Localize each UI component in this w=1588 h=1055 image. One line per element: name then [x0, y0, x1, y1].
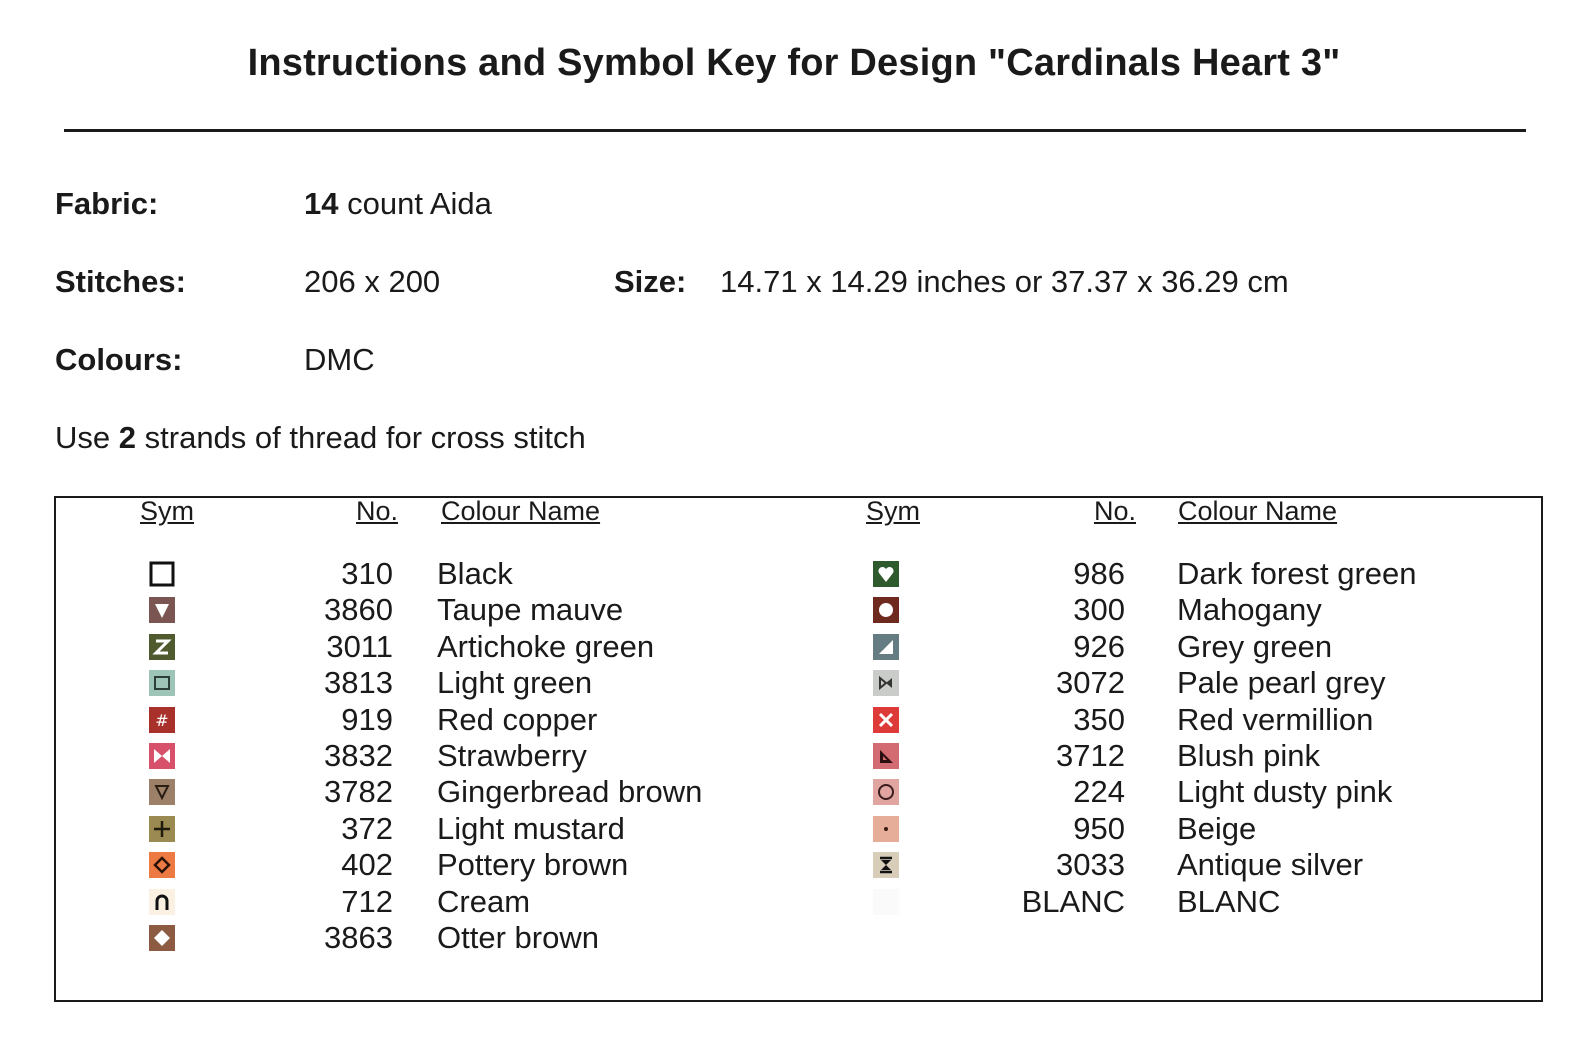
- stitches-label: Stitches:: [55, 264, 186, 299]
- triangle-down-outline-icon: [149, 779, 175, 805]
- left-colour-name-header: Colour Name: [441, 496, 601, 526]
- triangle-down-icon: [149, 597, 175, 623]
- colours-label: Colours:: [55, 342, 183, 377]
- colour-name: Red vermillion: [1177, 702, 1374, 737]
- strands-prefix: Use: [55, 420, 111, 455]
- strands-suffix: strands of thread for cross stitch: [144, 420, 586, 455]
- colours-value: DMC: [304, 342, 375, 377]
- fabric-value: [304, 186, 492, 222]
- colour-name: Light green: [437, 665, 593, 700]
- colour-name: Pottery brown: [437, 847, 629, 882]
- dmc-number: 3782: [324, 774, 393, 809]
- colour-name: Mahogany: [1177, 592, 1322, 627]
- colour-name: Light mustard: [437, 811, 625, 846]
- svg-text:#: #: [155, 711, 169, 730]
- letter-z-icon: [149, 634, 175, 660]
- colour-name: Red copper: [437, 702, 598, 737]
- right-triangle-icon: [873, 634, 899, 660]
- dmc-number: 919: [341, 702, 393, 737]
- colour-name: Beige: [1177, 811, 1257, 846]
- dmc-number: 3011: [326, 629, 393, 664]
- square-small-icon: [149, 670, 175, 696]
- dmc-number: 402: [341, 847, 393, 882]
- dmc-number: 3863: [324, 920, 393, 955]
- blank-icon: [873, 889, 899, 915]
- fabric-type: count Aida: [347, 186, 492, 221]
- dmc-number: 3072: [1056, 665, 1125, 700]
- right-colour-name-header: Colour Name: [1178, 496, 1338, 526]
- colour-name: Light dusty pink: [1177, 774, 1393, 809]
- bowtie-icon: [149, 743, 175, 769]
- diamond-outline-icon: [149, 852, 175, 878]
- colour-name: Pale pearl grey: [1177, 665, 1386, 700]
- arch-icon: [149, 889, 175, 915]
- dmc-number: 372: [341, 811, 393, 846]
- colour-name: Blush pink: [1177, 738, 1321, 773]
- fabric-label: Fabric:: [55, 186, 159, 221]
- dmc-number: 3832: [324, 738, 393, 773]
- colour-name: Gingerbread brown: [437, 774, 703, 809]
- dmc-number: BLANC: [1021, 884, 1125, 919]
- left-no-header: No.: [356, 496, 399, 526]
- circle-icon: [873, 597, 899, 623]
- colour-name: Dark forest green: [1177, 556, 1417, 591]
- colour-name: Artichoke green: [437, 629, 655, 664]
- dot-icon: [873, 816, 899, 842]
- stitches-value: 206 x 200: [304, 264, 441, 299]
- dmc-number: 712: [341, 884, 393, 919]
- square-outline-icon: [149, 561, 175, 587]
- bowtie-small-icon: [873, 670, 899, 696]
- plus-icon: [149, 816, 175, 842]
- dmc-number: 3712: [1056, 738, 1125, 773]
- strands-instruction: [55, 420, 586, 456]
- circle-outline-icon: [873, 779, 899, 805]
- diamond-icon: [149, 925, 175, 951]
- ruler-triangle-icon: [873, 743, 899, 769]
- colour-name: Strawberry: [437, 738, 587, 773]
- dmc-number: 224: [1073, 774, 1125, 809]
- title-divider: [64, 129, 1526, 132]
- dmc-number: 300: [1073, 592, 1125, 627]
- strands-count: 2: [118, 420, 137, 455]
- right-no-header: No.: [1094, 496, 1137, 526]
- colour-name: Otter brown: [437, 920, 599, 955]
- colour-name: Black: [437, 556, 513, 591]
- colour-name: Taupe mauve: [437, 592, 624, 627]
- hourglass-icon: [873, 852, 899, 878]
- dmc-number: 3860: [324, 592, 393, 627]
- colour-name: Cream: [437, 884, 531, 919]
- colour-name: Grey green: [1177, 629, 1333, 664]
- x-mark-icon: [873, 707, 899, 733]
- dmc-number: 986: [1073, 556, 1125, 591]
- dmc-number: 350: [1073, 702, 1125, 737]
- colour-name: BLANC: [1177, 884, 1281, 919]
- hash-icon: [149, 707, 175, 733]
- dmc-number: 3033: [1056, 847, 1125, 882]
- dmc-number: 926: [1073, 629, 1125, 664]
- left-sym-header: Sym: [140, 496, 194, 526]
- dmc-number: 950: [1073, 811, 1125, 846]
- heart-icon: [873, 561, 899, 587]
- right-sym-header: Sym: [866, 496, 920, 526]
- size-label: Size:: [614, 264, 687, 299]
- dmc-number: 3813: [324, 665, 393, 700]
- colour-name: Antique silver: [1177, 847, 1364, 882]
- fabric-count: 14: [304, 186, 339, 221]
- dmc-number: 310: [341, 556, 393, 591]
- page-title: Instructions and Symbol Key for Design "Cardinals Heart 3": [247, 42, 1341, 84]
- size-value: 14.71 x 14.29 inches or 37.37 x 36.29 cm: [720, 264, 1289, 299]
